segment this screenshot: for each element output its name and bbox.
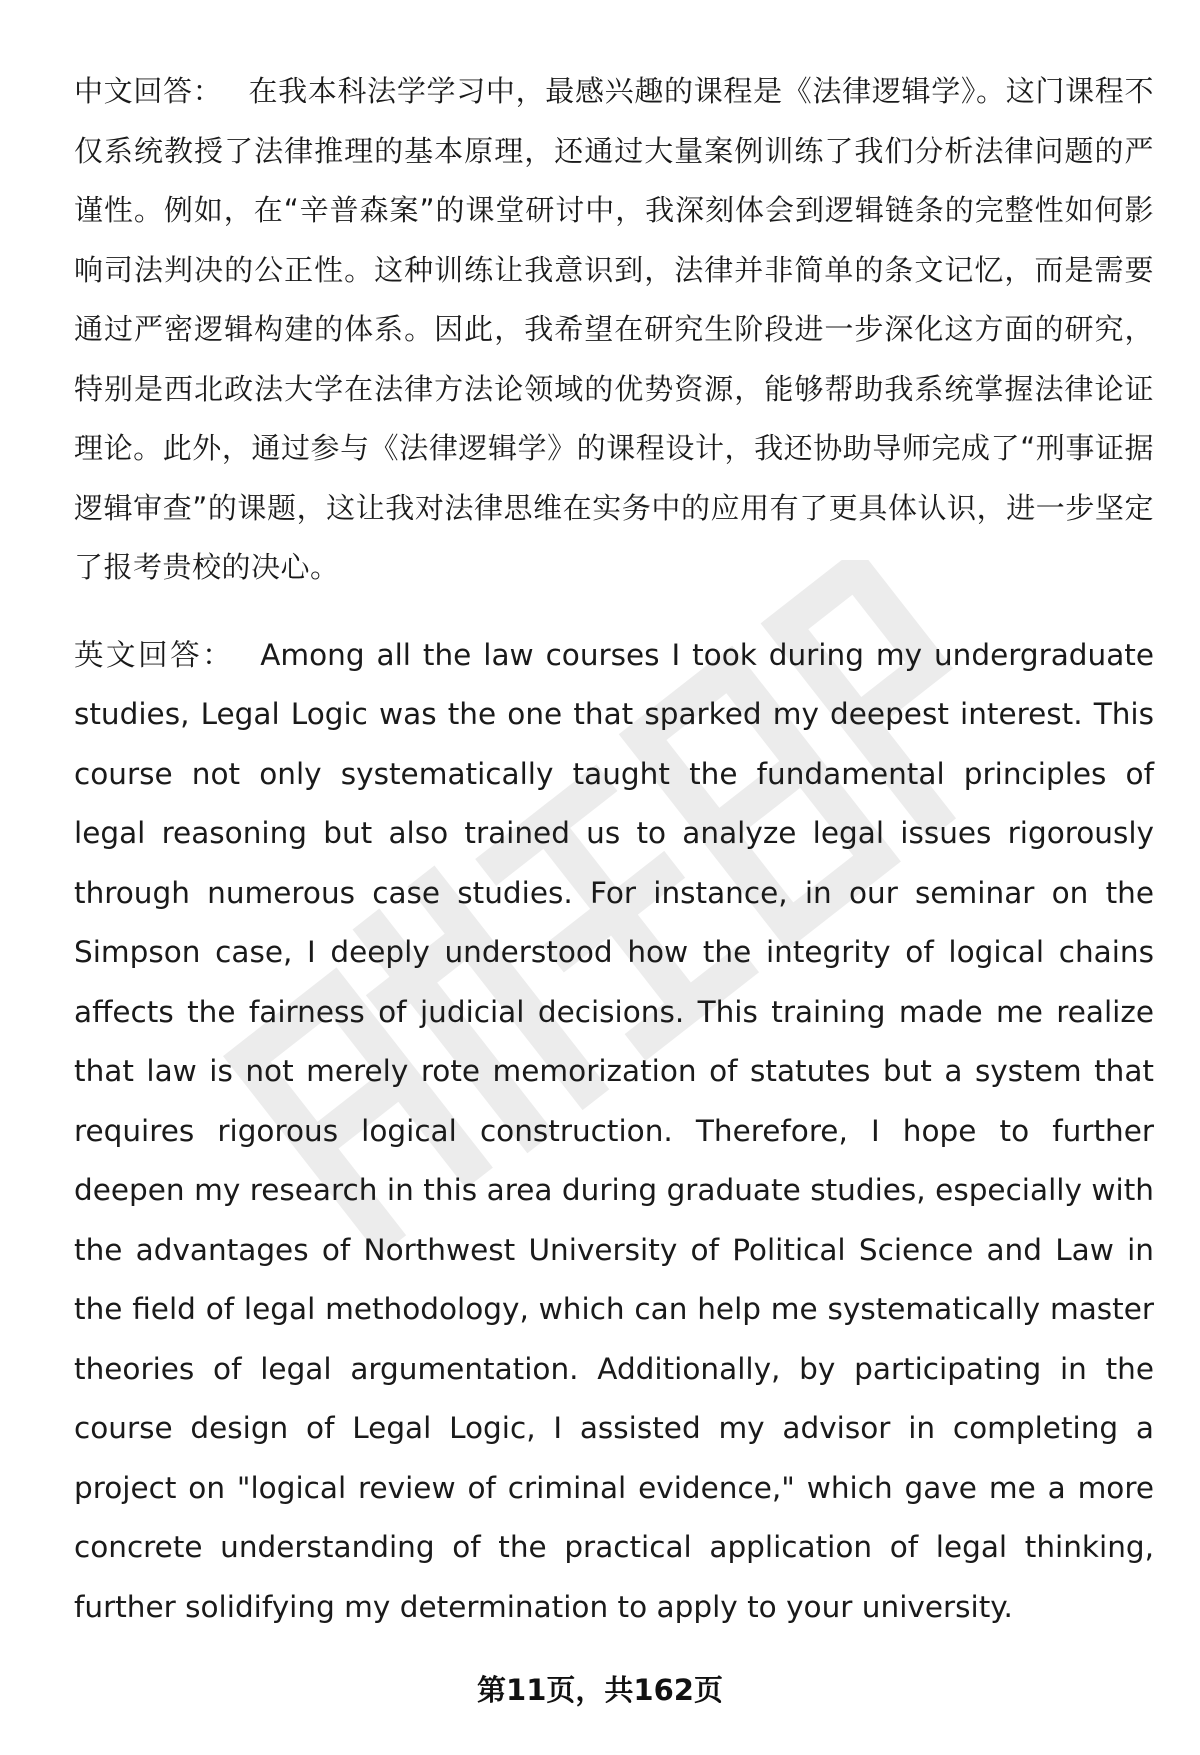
answer-content (74, 62, 1154, 1637)
english-answer-label: 英文回答： (74, 637, 235, 672)
page-number-footer: 第11页，共162页 (477, 1673, 723, 1707)
chinese-answer-paragraph (74, 62, 1154, 598)
chinese-answer-label: 中文回答： (74, 74, 223, 108)
chinese-answer-text: 在我本科法学学习中，最感兴趣的课程是《法律逻辑学》。这门课程不仅系统教授了法律推理的基本原理，还通过大量案例训练了我们分析法律问题的严谨性。例如，在“辛普森案”的课堂研讨中，我深刻体会到逻辑链条的完整性如何影响司法判决的公正性。这种训练让我意识到，法律并非简单的条文记忆，而是需要通过严密逻辑构建的体系。因此，我希望在研究生阶段进一步深化这方面的研究，特别是西北政法大学在法律方法论领域的优势资源，能够帮助我系统掌握法律论证理论。此外，通过参与《法律逻辑学》的课程设计，我还协助导师完成了“刑事证据逻辑审查”的课题，这让我对法律思维在实务中的应用有了更具体认识，进一步坚定了报考贵校的决心。 (74, 74, 1154, 584)
english-answer-text: Among all the law courses I took during my undergraduate studies, Legal Logic was the one that sparked my deepest interest. This course not only systematically taught the fundamental principles of legal reasoning but also trained us to analyze legal issues rigorously through numerous case studies. For instance, in our seminar on the Simpson case, I deeply understood how the integrity of logical chains affects the fairness of judicial decisions. This training made me realize that law is not merely rote memorization of statutes but a system that requires rigorous logical construction. Therefore, I hope to further deepen my research in this area during graduate studies, especially with the advantages of Northwest University of Political Science and Law in the field of legal methodology, which can help me systematically master theories of legal argumentation. Additionally, by participating in the course design of Legal Logic, I assisted my advisor in completing a project on "logical review of criminal evidence," which gave me a more concrete understanding of the practical application of legal thinking, further solidifying my determination to apply to your university. (74, 637, 1154, 1624)
english-answer-paragraph (74, 626, 1154, 1638)
